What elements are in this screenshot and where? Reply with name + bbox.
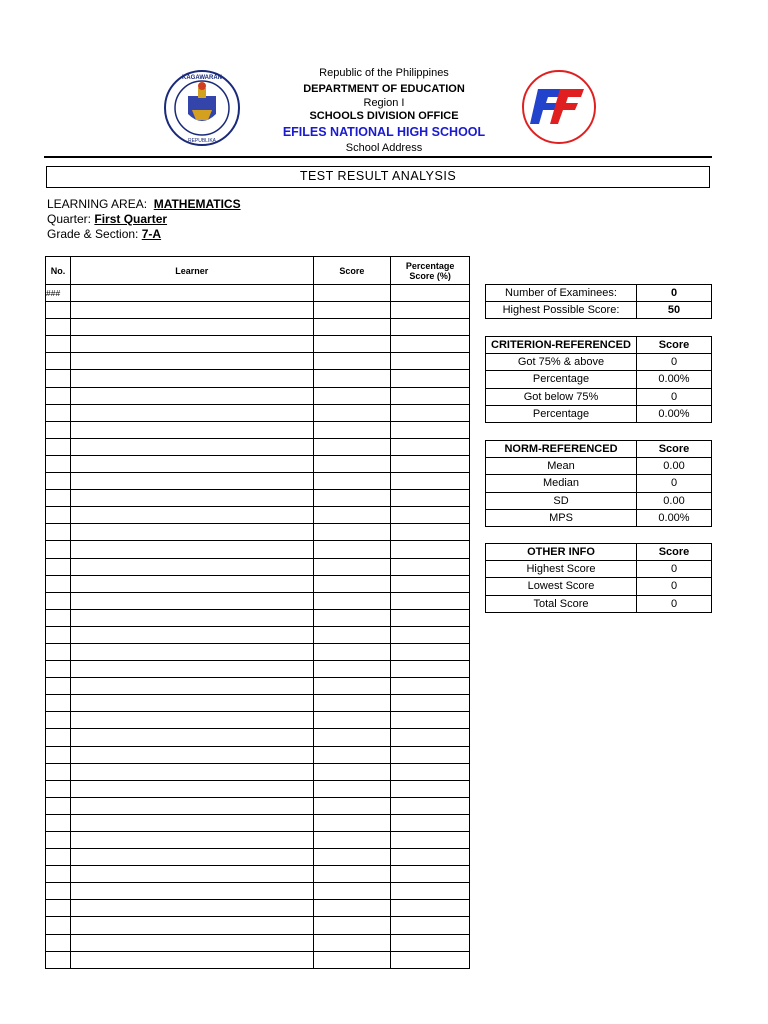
norm-row-value: 0.00% bbox=[637, 509, 712, 526]
table-row bbox=[46, 934, 470, 951]
table-row bbox=[46, 883, 470, 900]
row-score-cell bbox=[313, 678, 391, 695]
row-no-cell bbox=[46, 609, 71, 626]
row-score-cell bbox=[313, 592, 391, 609]
table-row bbox=[46, 729, 470, 746]
row-score-cell bbox=[313, 285, 391, 302]
row-percentage-cell bbox=[391, 678, 470, 695]
col-percentage-line2: Score (%) bbox=[409, 270, 451, 281]
table-row bbox=[46, 507, 470, 524]
criterion-body bbox=[486, 354, 712, 423]
row-no-cell bbox=[46, 336, 71, 353]
grade-section-line bbox=[47, 227, 161, 241]
row-no-cell bbox=[46, 643, 71, 660]
table-row bbox=[46, 541, 470, 558]
learning-area-value: MATHEMATICS bbox=[153, 197, 241, 211]
row-score-cell bbox=[313, 695, 391, 712]
table-row bbox=[46, 455, 470, 472]
row-learner-cell bbox=[70, 507, 313, 524]
summary-table bbox=[485, 284, 712, 319]
row-no-cell bbox=[46, 934, 71, 951]
row-no-cell bbox=[46, 558, 71, 575]
table-row bbox=[46, 832, 470, 849]
other-score-header: Score bbox=[637, 544, 712, 561]
row-no-cell bbox=[46, 661, 71, 678]
row-no-cell bbox=[46, 729, 71, 746]
row-score-cell bbox=[313, 934, 391, 951]
row-score-cell bbox=[313, 336, 391, 353]
row-score-cell bbox=[313, 438, 391, 455]
row-score-cell bbox=[313, 661, 391, 678]
row-score-cell bbox=[313, 524, 391, 541]
row-no-cell bbox=[46, 951, 71, 968]
row-score-cell bbox=[313, 883, 391, 900]
table-row bbox=[46, 695, 470, 712]
norm-row bbox=[486, 458, 712, 475]
criterion-row-label: Percentage bbox=[486, 371, 637, 388]
row-learner-cell bbox=[70, 695, 313, 712]
criterion-table bbox=[485, 336, 712, 423]
row-no-cell bbox=[46, 490, 71, 507]
row-percentage-cell bbox=[391, 917, 470, 934]
row-percentage-cell bbox=[391, 934, 470, 951]
table-row bbox=[46, 900, 470, 917]
other-row bbox=[486, 595, 712, 612]
row-score-cell bbox=[313, 370, 391, 387]
row-score-cell bbox=[313, 746, 391, 763]
grade-section-label: Grade & Section: bbox=[47, 227, 139, 241]
criterion-row-label: Percentage bbox=[486, 405, 637, 422]
other-header-row bbox=[486, 544, 712, 561]
row-learner-cell bbox=[70, 643, 313, 660]
row-learner-cell bbox=[70, 729, 313, 746]
criterion-header-row bbox=[486, 337, 712, 354]
row-learner-cell bbox=[70, 541, 313, 558]
criterion-row-value: 0.00% bbox=[637, 371, 712, 388]
row-learner-cell bbox=[70, 387, 313, 404]
row-no-cell bbox=[46, 849, 71, 866]
table-row bbox=[46, 558, 470, 575]
table-row bbox=[46, 421, 470, 438]
norm-row-value: 0.00 bbox=[637, 458, 712, 475]
row-score-cell bbox=[313, 490, 391, 507]
row-no-cell bbox=[46, 780, 71, 797]
row-no-cell bbox=[46, 387, 71, 404]
row-score-cell bbox=[313, 832, 391, 849]
table-row bbox=[46, 302, 470, 319]
row-learner-cell bbox=[70, 866, 313, 883]
other-row-value: 0 bbox=[637, 561, 712, 578]
table-row bbox=[46, 353, 470, 370]
row-learner-cell bbox=[70, 814, 313, 831]
norm-header-row bbox=[486, 441, 712, 458]
row-no-cell bbox=[46, 695, 71, 712]
criterion-row-label: Got below 75% bbox=[486, 388, 637, 405]
col-percentage-line1: Percentage bbox=[405, 260, 455, 271]
department-line: DEPARTMENT OF EDUCATION bbox=[303, 83, 465, 95]
row-score-cell bbox=[313, 780, 391, 797]
col-learner-header: Learner bbox=[70, 257, 313, 285]
row-percentage-cell bbox=[391, 507, 470, 524]
table-row bbox=[46, 797, 470, 814]
norm-row bbox=[486, 475, 712, 492]
row-no-cell bbox=[46, 575, 71, 592]
row-learner-cell bbox=[70, 558, 313, 575]
criterion-row bbox=[486, 371, 712, 388]
row-percentage-cell bbox=[391, 370, 470, 387]
row-percentage-cell bbox=[391, 302, 470, 319]
row-percentage-cell bbox=[391, 695, 470, 712]
norm-row-value: 0.00 bbox=[637, 492, 712, 509]
row-no-cell bbox=[46, 473, 71, 490]
norm-row bbox=[486, 509, 712, 526]
norm-row-label: Median bbox=[486, 475, 637, 492]
table-row bbox=[46, 609, 470, 626]
norm-table bbox=[485, 440, 712, 527]
row-percentage-cell bbox=[391, 763, 470, 780]
row-learner-cell bbox=[70, 336, 313, 353]
row-no-cell bbox=[46, 712, 71, 729]
row-learner-cell bbox=[70, 712, 313, 729]
row-learner-cell bbox=[70, 626, 313, 643]
school-name: EFILES NATIONAL HIGH SCHOOL bbox=[282, 125, 486, 139]
row-score-cell bbox=[313, 643, 391, 660]
row-learner-cell bbox=[70, 780, 313, 797]
page-title: TEST RESULT ANALYSIS bbox=[46, 166, 710, 188]
table-row bbox=[46, 643, 470, 660]
row-percentage-cell bbox=[391, 473, 470, 490]
table-row bbox=[46, 780, 470, 797]
row-learner-cell bbox=[70, 934, 313, 951]
row-score-cell bbox=[313, 866, 391, 883]
criterion-score-header: Score bbox=[637, 337, 712, 354]
row-score-cell bbox=[313, 302, 391, 319]
other-info-table bbox=[485, 543, 712, 613]
row-no-cell bbox=[46, 883, 71, 900]
row-no-cell bbox=[46, 763, 71, 780]
table-row bbox=[46, 336, 470, 353]
col-percentage-header bbox=[391, 257, 470, 285]
other-row-value: 0 bbox=[637, 578, 712, 595]
row-no-cell bbox=[46, 438, 71, 455]
table-row bbox=[46, 524, 470, 541]
row-learner-cell bbox=[70, 370, 313, 387]
quarter-line bbox=[47, 212, 167, 226]
row-percentage-cell bbox=[391, 712, 470, 729]
row-percentage-cell bbox=[391, 900, 470, 917]
row-score-cell bbox=[313, 712, 391, 729]
row-learner-cell bbox=[70, 575, 313, 592]
other-row-value: 0 bbox=[637, 595, 712, 612]
table-row bbox=[46, 575, 470, 592]
row-learner-cell bbox=[70, 661, 313, 678]
table-row bbox=[46, 849, 470, 866]
row-no-cell bbox=[46, 421, 71, 438]
norm-row-value: 0 bbox=[637, 475, 712, 492]
learners-header-row bbox=[46, 257, 470, 285]
row-no-cell bbox=[46, 353, 71, 370]
criterion-row-value: 0.00% bbox=[637, 405, 712, 422]
criterion-row bbox=[486, 354, 712, 371]
row-no-cell bbox=[46, 370, 71, 387]
row-percentage-cell bbox=[391, 387, 470, 404]
table-row bbox=[46, 814, 470, 831]
row-learner-cell bbox=[70, 678, 313, 695]
row-learner-cell bbox=[70, 455, 313, 472]
row-learner-cell bbox=[70, 404, 313, 421]
row-percentage-cell bbox=[391, 592, 470, 609]
grade-section-value: 7-A bbox=[141, 227, 162, 241]
row-learner-cell bbox=[70, 524, 313, 541]
row-no-cell bbox=[46, 524, 71, 541]
criterion-title: CRITERION-REFERENCED bbox=[486, 337, 637, 354]
other-row bbox=[486, 578, 712, 595]
row-no-cell bbox=[46, 678, 71, 695]
examinees-value: 0 bbox=[637, 285, 712, 302]
row-score-cell bbox=[313, 626, 391, 643]
row-percentage-cell bbox=[391, 661, 470, 678]
row-percentage-cell bbox=[391, 883, 470, 900]
row-learner-cell bbox=[70, 832, 313, 849]
norm-row-label: MPS bbox=[486, 509, 637, 526]
row-percentage-cell bbox=[391, 575, 470, 592]
other-row-label: Highest Score bbox=[486, 561, 637, 578]
row-percentage-cell bbox=[391, 541, 470, 558]
row-score-cell bbox=[313, 729, 391, 746]
row-percentage-cell bbox=[391, 336, 470, 353]
row-no-cell bbox=[46, 507, 71, 524]
row-percentage-cell bbox=[391, 866, 470, 883]
row-no-cell bbox=[46, 797, 71, 814]
row-no-cell bbox=[46, 866, 71, 883]
col-score-header: Score bbox=[313, 257, 391, 285]
learning-area-label: LEARNING AREA: bbox=[47, 197, 148, 211]
row-score-cell bbox=[313, 473, 391, 490]
norm-row bbox=[486, 492, 712, 509]
row-percentage-cell bbox=[391, 729, 470, 746]
other-row-label: Lowest Score bbox=[486, 578, 637, 595]
examinees-row bbox=[486, 285, 712, 302]
row-score-cell bbox=[313, 387, 391, 404]
hps-value: 50 bbox=[637, 302, 712, 319]
row-percentage-cell bbox=[391, 524, 470, 541]
row-percentage-cell bbox=[391, 455, 470, 472]
row-score-cell bbox=[313, 814, 391, 831]
row-no-cell bbox=[46, 832, 71, 849]
row-learner-cell bbox=[70, 951, 313, 968]
row-score-cell bbox=[313, 609, 391, 626]
table-row bbox=[46, 370, 470, 387]
row-learner-cell bbox=[70, 285, 313, 302]
col-no-header: No. bbox=[46, 257, 71, 285]
table-row bbox=[46, 473, 470, 490]
row-score-cell bbox=[313, 575, 391, 592]
row-score-cell bbox=[313, 900, 391, 917]
row-score-cell bbox=[313, 541, 391, 558]
svg-text:KAGAWARAN: KAGAWARAN bbox=[182, 75, 222, 81]
row-percentage-cell bbox=[391, 285, 470, 302]
row-percentage-cell bbox=[391, 404, 470, 421]
criterion-row-value: 0 bbox=[637, 354, 712, 371]
row-score-cell bbox=[313, 507, 391, 524]
row-percentage-cell bbox=[391, 951, 470, 968]
learning-area-line bbox=[47, 197, 241, 211]
row-no-cell bbox=[46, 319, 71, 336]
row-score-cell bbox=[313, 797, 391, 814]
row-learner-cell bbox=[70, 609, 313, 626]
learners-table bbox=[45, 256, 470, 969]
row-percentage-cell bbox=[391, 421, 470, 438]
row-percentage-cell bbox=[391, 780, 470, 797]
row-no-cell bbox=[46, 814, 71, 831]
row-score-cell bbox=[313, 455, 391, 472]
row-learner-cell bbox=[70, 490, 313, 507]
hps-label: Highest Possible Score: bbox=[486, 302, 637, 319]
norm-row-label: SD bbox=[486, 492, 637, 509]
table-row bbox=[46, 678, 470, 695]
row-score-cell bbox=[313, 319, 391, 336]
norm-body bbox=[486, 458, 712, 527]
table-row bbox=[46, 626, 470, 643]
row-learner-cell bbox=[70, 797, 313, 814]
row-percentage-cell bbox=[391, 746, 470, 763]
criterion-row bbox=[486, 388, 712, 405]
row-learner-cell bbox=[70, 473, 313, 490]
table-row bbox=[46, 387, 470, 404]
row-learner-cell bbox=[70, 592, 313, 609]
row-score-cell bbox=[313, 421, 391, 438]
row-learner-cell bbox=[70, 438, 313, 455]
norm-title: NORM-REFERENCED bbox=[486, 441, 637, 458]
row-score-cell bbox=[313, 353, 391, 370]
row-no-cell: ### bbox=[46, 285, 71, 302]
row-percentage-cell bbox=[391, 353, 470, 370]
row-percentage-cell bbox=[391, 832, 470, 849]
row-learner-cell bbox=[70, 900, 313, 917]
table-row bbox=[46, 917, 470, 934]
table-row bbox=[46, 490, 470, 507]
row-learner-cell bbox=[70, 917, 313, 934]
table-row bbox=[46, 661, 470, 678]
table-row bbox=[46, 763, 470, 780]
row-percentage-cell bbox=[391, 814, 470, 831]
svg-text:REPUBLIKA: REPUBLIKA bbox=[187, 138, 217, 144]
division-line: SCHOOLS DIVISION OFFICE bbox=[309, 110, 459, 122]
norm-row-label: Mean bbox=[486, 458, 637, 475]
table-row bbox=[46, 712, 470, 729]
row-learner-cell bbox=[70, 302, 313, 319]
table-row bbox=[46, 951, 470, 968]
learners-body bbox=[46, 285, 470, 969]
row-learner-cell bbox=[70, 883, 313, 900]
row-percentage-cell bbox=[391, 626, 470, 643]
row-percentage-cell bbox=[391, 609, 470, 626]
other-row-label: Total Score bbox=[486, 595, 637, 612]
row-percentage-cell bbox=[391, 849, 470, 866]
table-row bbox=[46, 285, 470, 302]
row-no-cell bbox=[46, 302, 71, 319]
quarter-label: Quarter: bbox=[47, 212, 92, 226]
norm-score-header: Score bbox=[637, 441, 712, 458]
table-row bbox=[46, 319, 470, 336]
row-score-cell bbox=[313, 404, 391, 421]
row-score-cell bbox=[313, 917, 391, 934]
row-learner-cell bbox=[70, 746, 313, 763]
row-percentage-cell bbox=[391, 643, 470, 660]
header-divider bbox=[44, 156, 712, 158]
row-learner-cell bbox=[70, 763, 313, 780]
row-learner-cell bbox=[70, 421, 313, 438]
row-no-cell bbox=[46, 900, 71, 917]
table-row bbox=[46, 746, 470, 763]
row-score-cell bbox=[313, 849, 391, 866]
row-no-cell bbox=[46, 455, 71, 472]
other-body bbox=[486, 561, 712, 613]
row-no-cell bbox=[46, 541, 71, 558]
table-row bbox=[46, 404, 470, 421]
school-address: School Address bbox=[345, 142, 423, 154]
table-row bbox=[46, 438, 470, 455]
criterion-row-label: Got 75% & above bbox=[486, 354, 637, 371]
criterion-row bbox=[486, 405, 712, 422]
row-learner-cell bbox=[70, 353, 313, 370]
table-row bbox=[46, 866, 470, 883]
row-score-cell bbox=[313, 763, 391, 780]
table-row bbox=[46, 592, 470, 609]
row-percentage-cell bbox=[391, 438, 470, 455]
criterion-row-value: 0 bbox=[637, 388, 712, 405]
row-percentage-cell bbox=[391, 490, 470, 507]
examinees-label: Number of Examinees: bbox=[486, 285, 637, 302]
row-no-cell bbox=[46, 626, 71, 643]
row-no-cell bbox=[46, 746, 71, 763]
row-learner-cell bbox=[70, 849, 313, 866]
hps-row bbox=[486, 302, 712, 319]
row-no-cell bbox=[46, 592, 71, 609]
row-no-cell bbox=[46, 917, 71, 934]
row-score-cell bbox=[313, 558, 391, 575]
row-no-cell bbox=[46, 404, 71, 421]
row-percentage-cell bbox=[391, 558, 470, 575]
other-title: OTHER INFO bbox=[486, 544, 637, 561]
row-learner-cell bbox=[70, 319, 313, 336]
other-row bbox=[486, 561, 712, 578]
row-percentage-cell bbox=[391, 797, 470, 814]
country-line: Republic of the Philippines bbox=[319, 67, 449, 79]
region-line: Region I bbox=[363, 97, 405, 109]
quarter-value: First Quarter bbox=[94, 212, 168, 226]
row-score-cell bbox=[313, 951, 391, 968]
row-percentage-cell bbox=[391, 319, 470, 336]
